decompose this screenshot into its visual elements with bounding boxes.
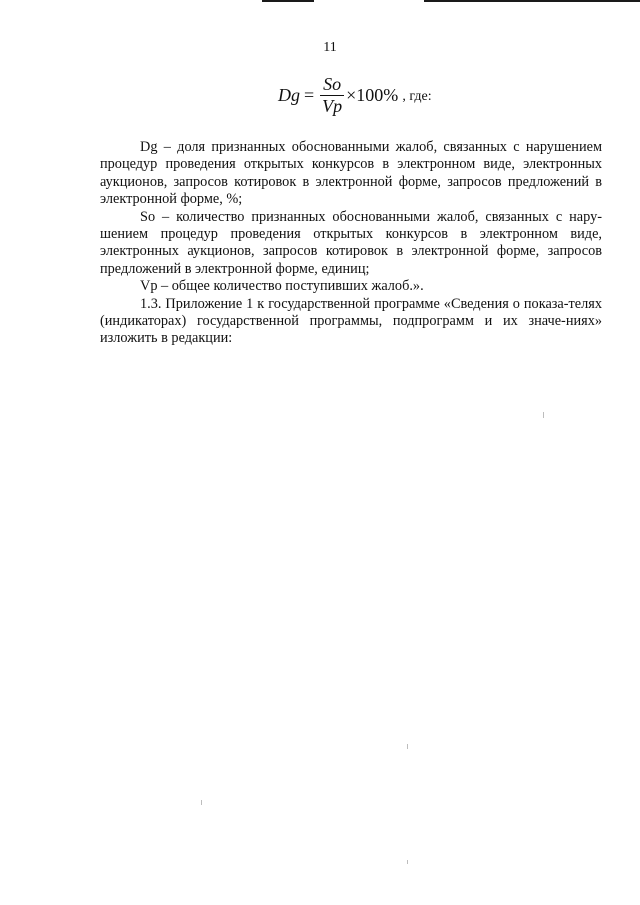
formula-equals: =	[304, 84, 315, 105]
scan-speck	[407, 860, 408, 864]
formula-numerator: So	[323, 73, 342, 94]
paragraph-vp-definition: Vp – общее количество поступивших жалоб.».	[140, 278, 424, 295]
scan-speck	[407, 744, 408, 749]
body-text	[100, 139, 602, 348]
scan-speck	[201, 800, 202, 805]
page-number: 11	[323, 40, 337, 55]
formula-lhs: Dg	[278, 84, 300, 105]
formula-suffix: , где:	[402, 89, 432, 104]
scan-speck	[543, 412, 544, 418]
scan-edge-mark	[424, 0, 640, 2]
paragraph-appendix-clause: 1.3. Приложение 1 к государственной программе «Сведения о показа-телях (индикаторах) государственной программы, подпрограмм и их значе-ниях» изложить в редакции:	[100, 295, 602, 347]
paragraph-so-definition: So – количество признанных обоснованными жалоб, связанных с нару-шением процедур проведения открытых конкурсов в электронном виде, электронных аукционов, запросов котировок в электронной форме, запросов предложений в электронной форме, единиц;	[100, 208, 602, 277]
paragraph-dg-definition: Dg – доля признанных обоснованными жалоб, связанных с нарушением процедур проведения открытых конкурсов в электронном виде, электронных аукционов, запросов котировок в электронной форме, запросов предложений в электронной форме, %;	[100, 139, 602, 208]
scan-edge-mark	[262, 0, 314, 2]
formula-denominator: Vp	[322, 95, 343, 116]
formula-multiplier: ×100%	[346, 84, 399, 105]
formula-fraction	[320, 74, 344, 116]
formula	[278, 70, 432, 120]
